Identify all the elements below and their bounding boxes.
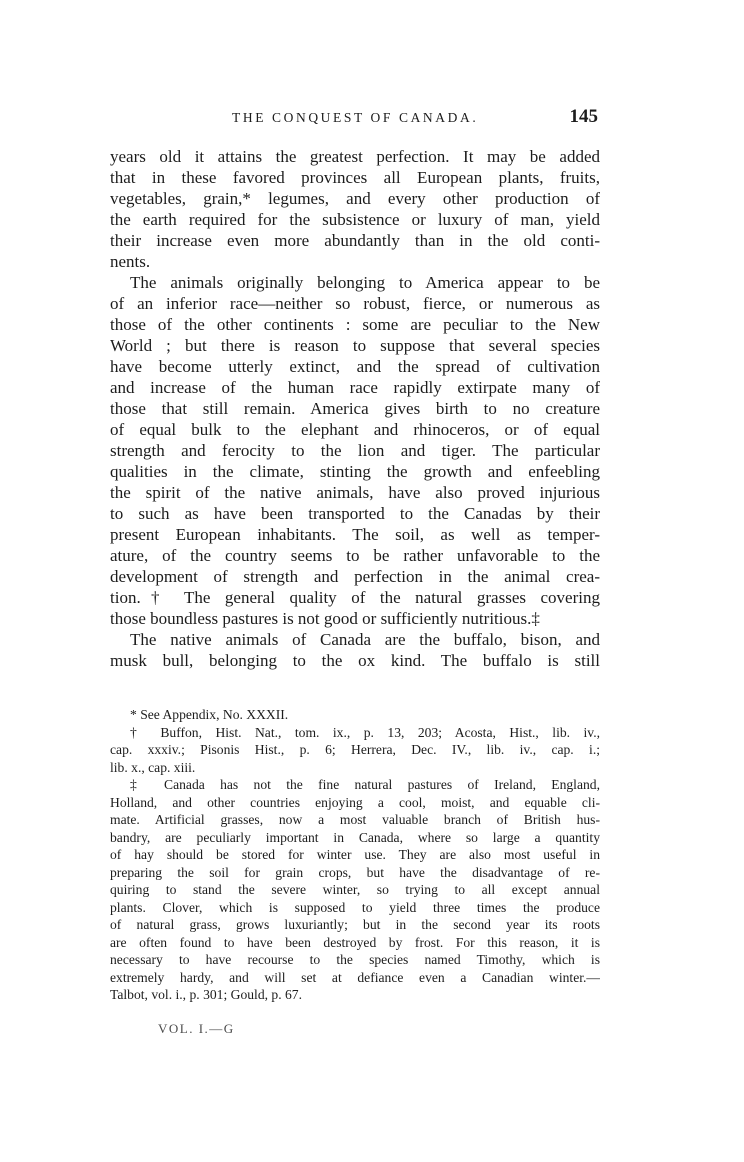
footnote-line: * See Appendix, No. XXXII. [130, 707, 289, 722]
footnote-line: of hay should be stored for winter use. They are also most useful in [110, 847, 600, 862]
body-line: development of strength and perfection in the animal crea- [110, 567, 600, 586]
body-line: ature, of the country seems to be rather unfavorable to the [110, 546, 600, 565]
body-line: the spirit of the native animals, have also proved injurious [110, 483, 600, 502]
footnote-line: Holland, and other countries enjoying a cool, moist, and equable cli- [110, 794, 600, 810]
body-line: those that still remain. America gives birth to no creature [110, 399, 600, 418]
footnote-line: preparing the soil for grain crops, but have the disadvantage of re- [110, 864, 600, 880]
footnote-line: cap. xxxiv.; Pisonis Hist., p. 6; Herrera, Dec. IV., lib. iv., cap. i.; [110, 742, 600, 757]
body-line: to such as have been transported to the Canadas by their [110, 504, 600, 523]
body-text [110, 146, 600, 671]
body-line: present European inhabitants. The soil, as well as temper- [110, 525, 600, 544]
body-line: and increase of the human race rapidly extirpate many of [110, 378, 600, 397]
page-header [110, 106, 600, 130]
body-line: years old it attains the greatest perfection. It may be added [110, 147, 600, 166]
page-number: 145 [569, 106, 598, 127]
paragraph-start: The native animals of Canada are the buffalo, bison, and [130, 630, 600, 649]
footnote-line: extremely hardy, and will set at defiance even a Canadian winter.— [110, 969, 600, 985]
body-line: vegetables, grain,* legumes, and every other production of [110, 189, 600, 208]
body-line: their increase even more abundantly than in the old conti- [110, 231, 600, 250]
footnotes [110, 706, 600, 1004]
body-line: World ; but there is reason to suppose that several species [110, 336, 600, 355]
footnote-line: ‡ Canada has not the fine natural pastures of Ireland, England, [130, 777, 600, 792]
footnote-line: plants. Clover, which is supposed to yield three times the produce [110, 899, 600, 915]
body-line: those boundless pastures is not good or sufficiently nutritious.‡ [110, 609, 540, 628]
body-line: of equal bulk to the elephant and rhinoceros, or of equal [110, 420, 600, 439]
body-line: the earth required for the subsistence or luxury of man, yield [110, 210, 600, 229]
footnote-line: necessary to have recourse to the species named Timothy, which is [110, 952, 600, 967]
footnote-line: quiring to stand the severe winter, so trying to all except annual [110, 882, 600, 897]
paragraph-start: The animals originally belonging to America appear to be [130, 273, 600, 292]
footnote-line: mate. Artificial grasses, now a most valuable branch of British hus- [110, 812, 600, 827]
body-line: have become utterly extinct, and the spread of cultivation [110, 357, 600, 376]
footnote-line: † Buffon, Hist. Nat., tom. ix., p. 13, 203; Acosta, Hist., lib. iv., [130, 724, 600, 740]
footnote-line: are often found to have been destroyed by frost. For this reason, it is [110, 934, 600, 950]
footnote-line: Talbot, vol. i., p. 301; Gould, p. 67. [110, 987, 302, 1002]
body-line: that in these favored provinces all European plants, fruits, [110, 168, 600, 187]
body-line: nents. [110, 252, 151, 271]
footnote-line: bandry, are peculiarly important in Canada, where so large a quantity [110, 829, 600, 845]
body-line: strength and ferocity to the lion and tiger. The particular [110, 441, 600, 460]
body-line: those of the other continents : some are peculiar to the New [110, 315, 600, 334]
body-line: tion.† The general quality of the natural grasses covering [110, 588, 600, 607]
body-line: of an inferior race—neither so robust, fierce, or numerous as [110, 294, 600, 313]
footnote-line: of natural grass, grows luxuriantly; but in the second year its roots [110, 917, 600, 932]
body-line: qualities in the climate, stinting the growth and enfeebling [110, 462, 600, 481]
footnote-line: lib. x., cap. xiii. [110, 759, 196, 775]
running-title: THE CONQUEST OF CANADA. [232, 110, 479, 125]
signature-mark: VOL. I.—G [158, 1021, 235, 1036]
body-line: musk bull, belonging to the ox kind. The buffalo is still [110, 651, 600, 670]
